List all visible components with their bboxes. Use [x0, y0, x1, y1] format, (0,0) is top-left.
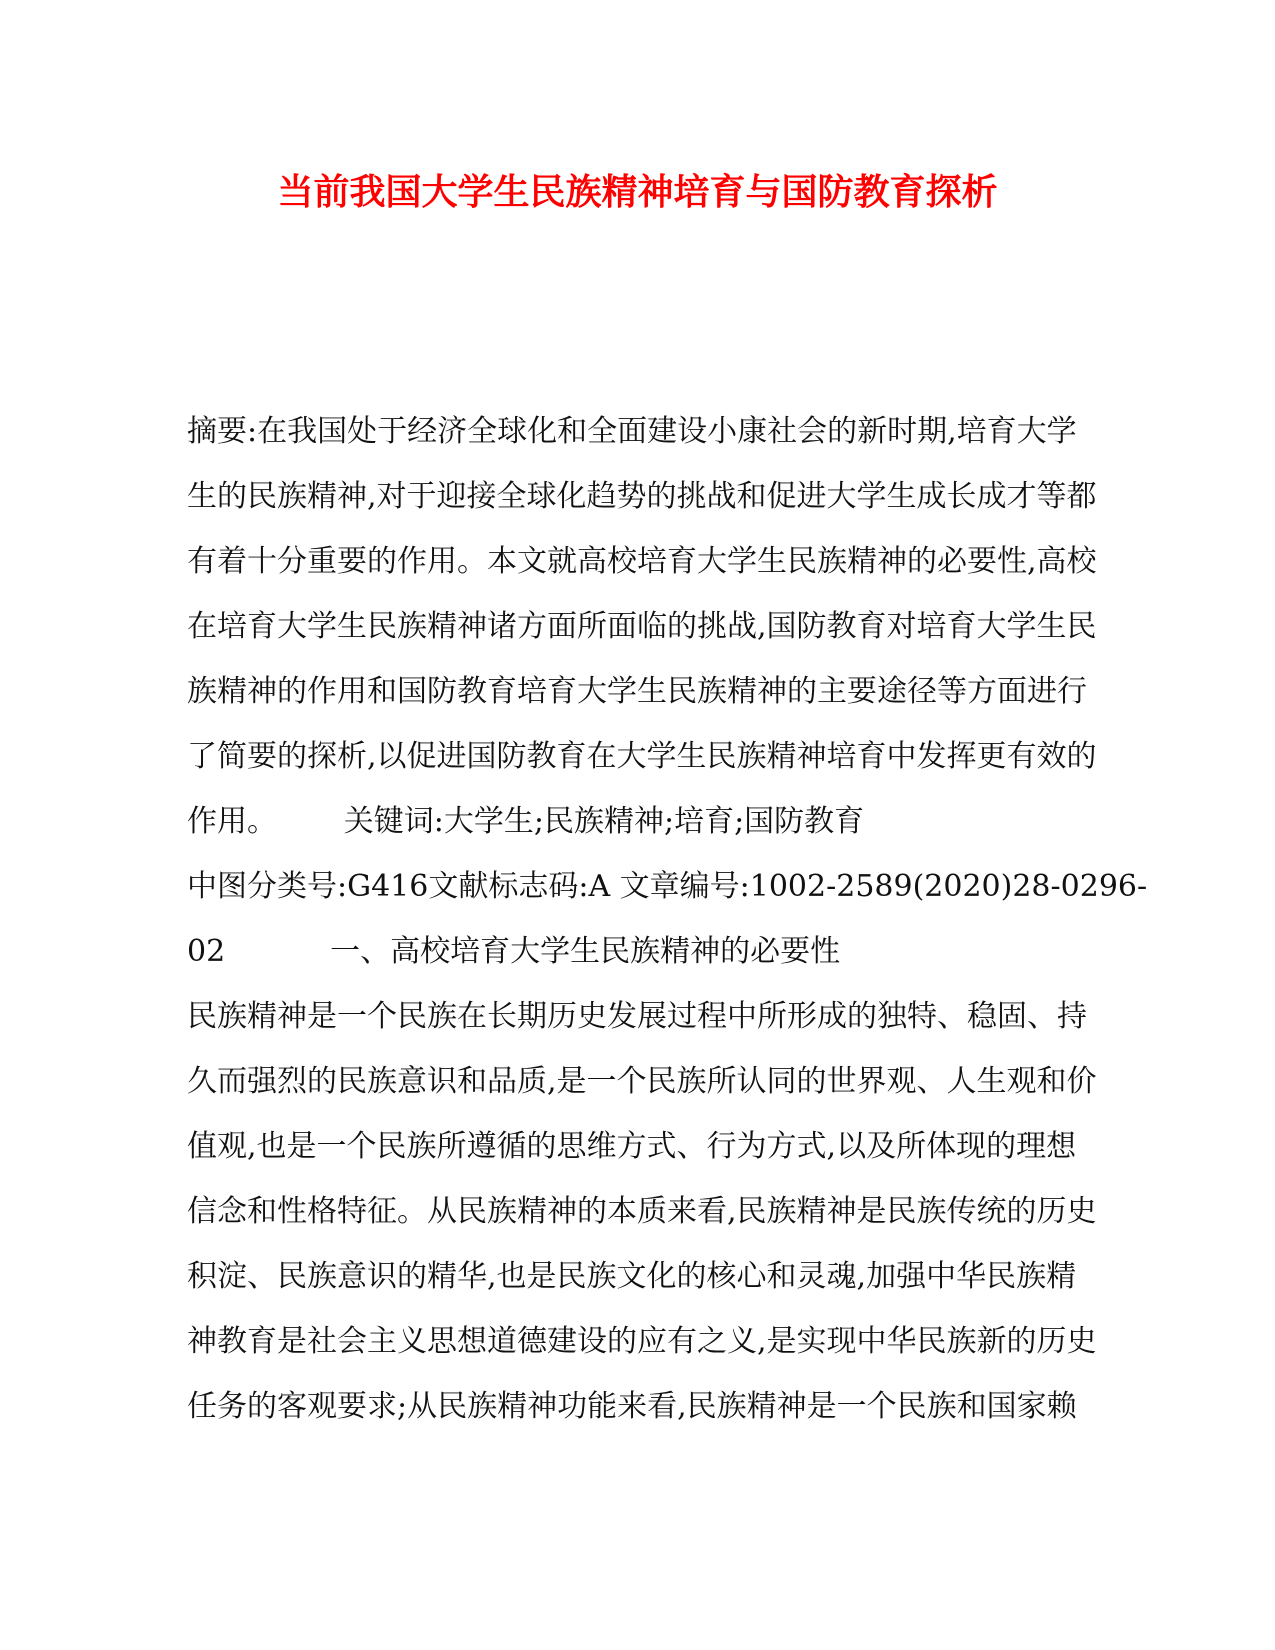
abstract-line: 在培育大学生民族精神诸方面所面临的挑战,国防教育对培育大学生民 [187, 609, 1097, 644]
keywords-line: 作用。 关键词:大学生;民族精神;培育;国防教育 [187, 804, 865, 839]
classification-line: 中图分类号:G416文献标志码:A 文章编号:1002-2589(2020)28-0296- [187, 869, 1148, 904]
paragraph-line: 神教育是社会主义思想道德建设的应有之义,是实现中华民族新的历史 [187, 1324, 1097, 1359]
section-heading-line: 02 一、高校培育大学生民族精神的必要性 [187, 934, 841, 969]
paragraph-line: 积淀、民族意识的精华,也是民族文化的核心和灵魂,加强中华民族精 [187, 1259, 1077, 1294]
paragraph-line: 信念和性格特征。从民族精神的本质来看,民族精神是民族传统的历史 [187, 1194, 1097, 1229]
abstract-line: 了简要的探析,以促进国防教育在大学生民族精神培育中发挥更有效的 [187, 739, 1097, 774]
document-title: 当前我国大学生民族精神培育与国防教育探析 [277, 171, 998, 213]
document-body [187, 412, 1148, 1452]
paragraph-line: 民族精神是一个民族在长期历史发展过程中所形成的独特、稳固、持 [187, 999, 1087, 1034]
paragraph-line: 久而强烈的民族意识和品质,是一个民族所认同的世界观、人生观和价 [187, 1064, 1097, 1099]
abstract-line: 生的民族精神,对于迎接全球化趋势的挑战和促进大学生成长成才等都 [187, 479, 1097, 514]
paragraph-line: 值观,也是一个民族所遵循的思维方式、行为方式,以及所体现的理想 [187, 1129, 1077, 1164]
abstract-line: 族精神的作用和国防教育培育大学生民族精神的主要途径等方面进行 [187, 674, 1087, 709]
abstract-line: 有着十分重要的作用。本文就高校培育大学生民族精神的必要性,高校 [187, 544, 1097, 579]
abstract-line: 摘要:在我国处于经济全球化和全面建设小康社会的新时期,培育大学 [187, 414, 1077, 449]
paragraph-line: 任务的客观要求;从民族精神功能来看,民族精神是一个民族和国家赖 [187, 1389, 1077, 1424]
